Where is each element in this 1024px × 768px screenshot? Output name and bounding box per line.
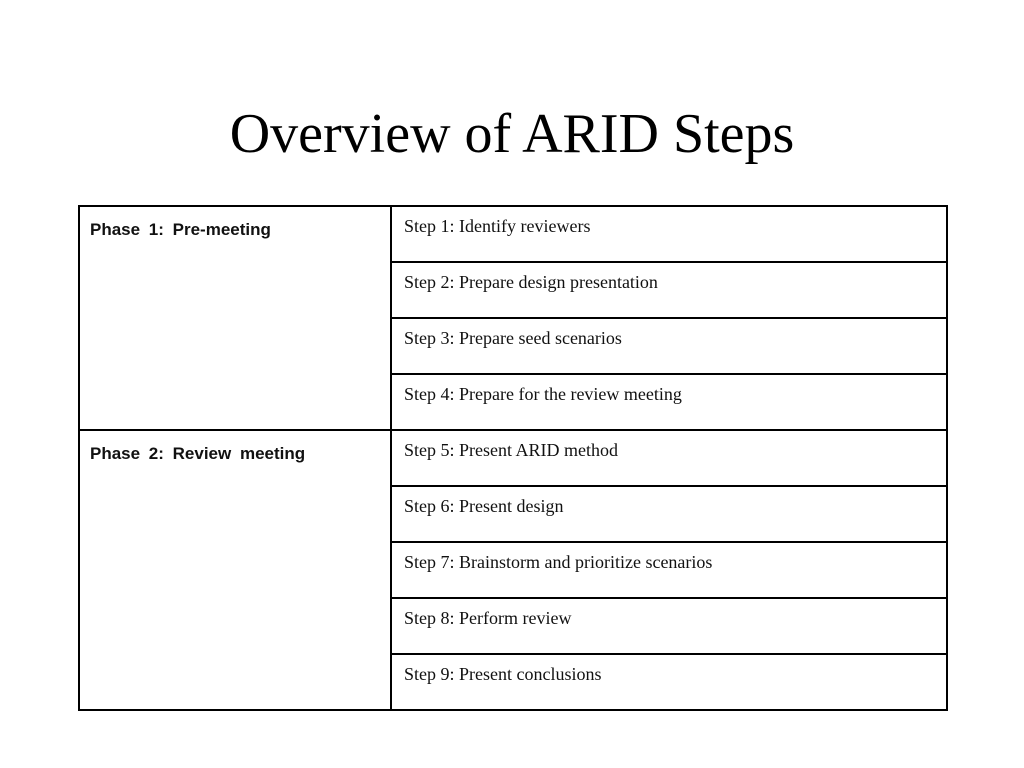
step-label: Step 9: Present conclusions [404, 664, 602, 684]
phase-cell-2 [79, 430, 391, 710]
table-row [79, 206, 947, 262]
step-label: Step 4: Prepare for the review meeting [404, 384, 682, 404]
step-cell [391, 430, 947, 486]
step-cell [391, 654, 947, 710]
slide-title: Overview of ARID Steps [229, 103, 795, 165]
step-label: Step 2: Prepare design presentation [404, 272, 658, 292]
step-cell [391, 374, 947, 430]
arid-steps-table [78, 205, 948, 711]
step-label: Step 3: Prepare seed scenarios [404, 328, 622, 348]
step-cell [391, 262, 947, 318]
step-label: Step 6: Present design [404, 496, 564, 516]
phase-label: Phase 2: Review meeting [90, 444, 306, 463]
step-cell [391, 206, 947, 262]
step-label: Step 1: Identify reviewers [404, 216, 591, 236]
phase-label: Phase 1: Pre-meeting [90, 220, 271, 239]
step-label: Step 8: Perform review [404, 608, 572, 628]
step-cell [391, 598, 947, 654]
step-cell [391, 542, 947, 598]
step-label: Step 7: Brainstorm and prioritize scenarios [404, 552, 713, 572]
phase-cell-1 [79, 206, 391, 430]
step-cell [391, 318, 947, 374]
step-cell [391, 486, 947, 542]
table-row [79, 430, 947, 486]
step-label: Step 5: Present ARID method [404, 440, 618, 460]
